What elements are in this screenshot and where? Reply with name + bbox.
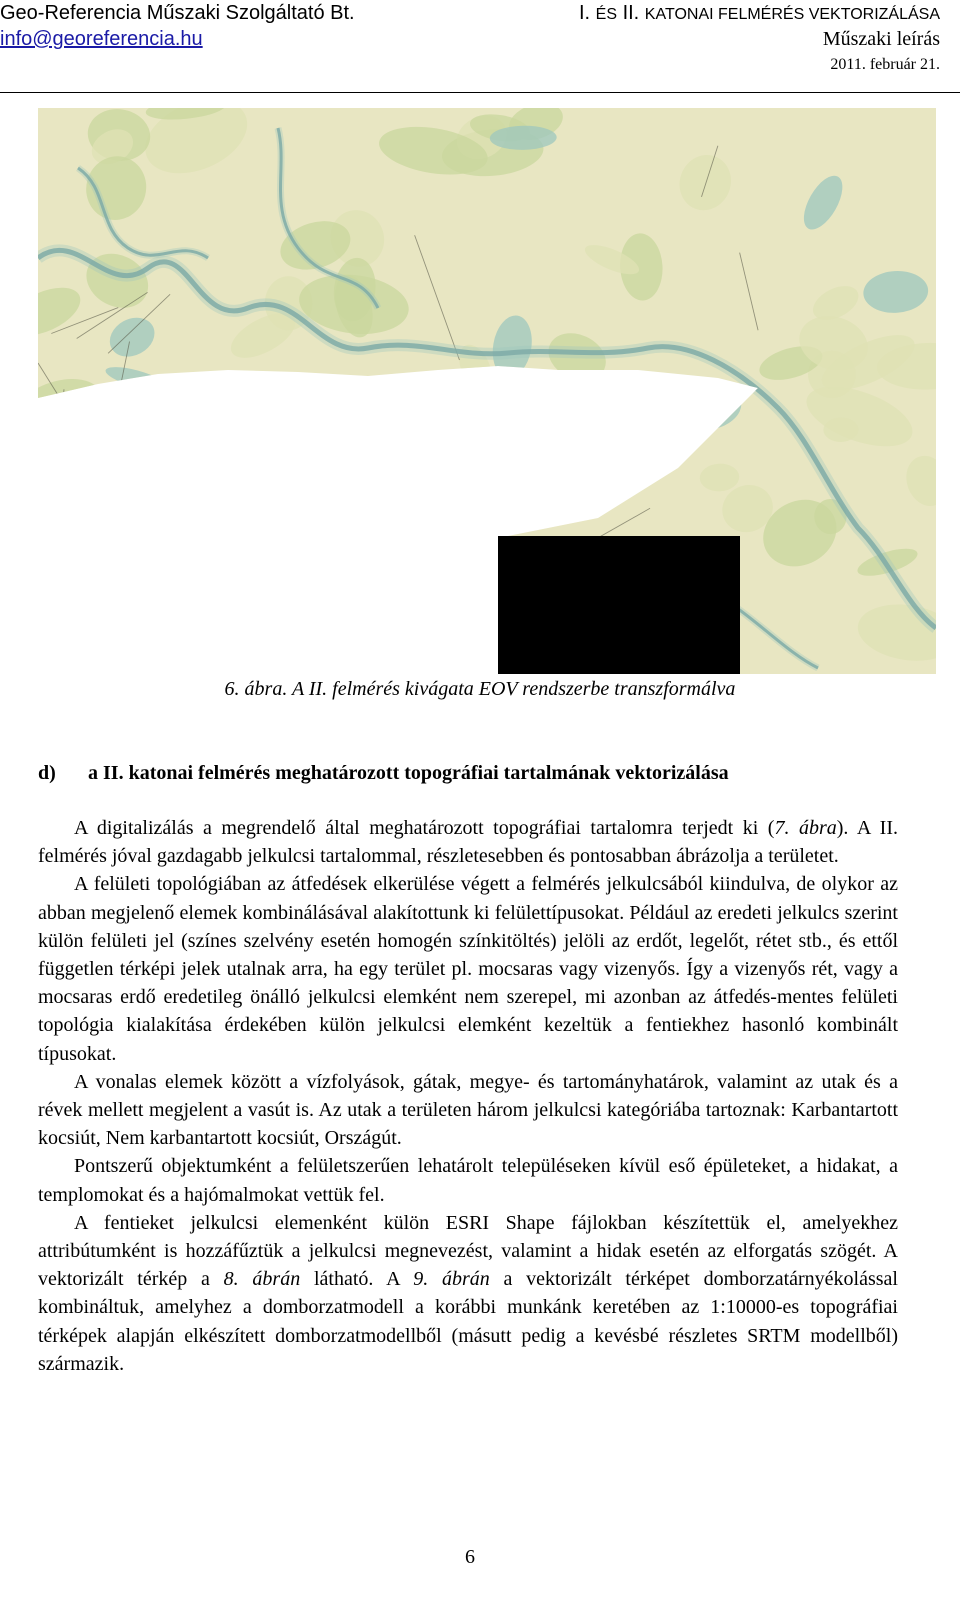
map-area — [190, 425, 300, 502]
section-title: a II. katonai felmérés meghatározott topográfiai tartalmának vektorizálása — [88, 762, 729, 784]
map-area — [221, 561, 267, 595]
map-road — [451, 400, 514, 521]
map-area — [341, 509, 437, 557]
map-area — [252, 540, 335, 560]
paragraph-text: A felületi topológiában az átfedések elkerülése végett a felmérés jelkulcsából kiindulva, de olykor az abban megjelenő elemek kombinálásával alakítottunk ki felülettípusokat. Például az eredeti jelkulcs szerint külön felületi jel (színes szelvény esetén homogén színkitöltés) jelöli az erdőt, legelőt, rétet stb., és ettől független térképi jelek utalnak arra, ha egy terület pl. mocsaras vagy vizenyős. Így a vizenyős rét, vagy a mocsaras erdő eredetileg önálló jelkulcsi elemként nem szerepel, mi azonban az átfedés-mentes felületi topológia kialakítása érdekében külön jelkulcsi elemként kezeltük a fentiekhez hasonló kombinált típusokat. — [38, 873, 898, 1065]
title-ii: II. — [622, 2, 640, 24]
map-area — [296, 430, 336, 483]
map-area — [217, 493, 277, 561]
figure-reference: 8. ábrán — [223, 1268, 301, 1291]
paragraph — [38, 814, 898, 870]
title-lead: I. — [578, 2, 591, 24]
paragraph-text: A vonalas elemek között a vízfolyások, gátak, megye- és tartományhatárok, valamint az utak és a révek mellett megjelent a vasút is. Az utak a területen három jelkulcsi kategóriába tartoznak: Karbantartott kocsiút, Nem karbantartott kocsiút, Országút. — [38, 1070, 898, 1150]
map-area — [127, 469, 226, 548]
map-area — [102, 510, 202, 531]
figure-caption: 6. ábra. A II. felmérés kivágata EOV rendszerbe transzformálva — [224, 678, 736, 700]
map-road — [389, 598, 452, 674]
figure-reference: 9. ábrán — [413, 1268, 490, 1291]
title-rest: KATONAI FELMÉRÉS VEKTORIZÁLÁSA — [644, 6, 940, 23]
map-road — [306, 645, 321, 671]
header-rule — [0, 92, 960, 93]
paragraph — [38, 1068, 898, 1153]
body-text — [38, 814, 898, 1378]
section-heading — [38, 762, 729, 785]
page-header — [0, 0, 960, 96]
paragraph — [38, 1152, 898, 1208]
map-area — [190, 386, 246, 426]
title-es: ÉS — [595, 6, 617, 23]
map-area — [98, 519, 203, 594]
map-area — [409, 488, 478, 563]
email-link[interactable]: info@georeferencia.hu — [0, 28, 203, 50]
paragraph-text: ). A II. felmérés jóval gazdagabb jelkulcsi tartalommal, részletesebben és pontosabban ábrázolja a területet. — [38, 817, 898, 868]
map-road — [353, 527, 359, 572]
map-road — [155, 520, 218, 602]
map-area — [529, 456, 599, 509]
paragraph — [38, 870, 898, 1067]
map-area — [514, 405, 562, 452]
document-type: Műszaki leírás — [822, 28, 940, 50]
document-date: 2011. február 21. — [830, 56, 940, 73]
paragraph-text: A digitalizálás a megrendelő által meghatározott topográfiai tartalomra terjedt ki ( — [74, 817, 775, 839]
map-area — [370, 559, 416, 596]
map-area — [113, 477, 204, 559]
map-area — [228, 465, 270, 511]
scanned-map — [38, 108, 936, 674]
paragraph-text: Pontszerű objektumként a felületszerűen lehatárolt településeken kívül eső épületeket, a hidakat, a templomokat és a hajómalmokat vettük fel. — [38, 1155, 898, 1206]
map-image — [38, 108, 936, 674]
paragraph-text: látható. A — [300, 1268, 414, 1291]
map-area — [414, 629, 460, 669]
map-road — [55, 389, 64, 488]
map-road — [484, 409, 488, 579]
map-area — [459, 410, 498, 441]
paragraph — [38, 1209, 898, 1378]
section-label: d) — [38, 762, 56, 784]
map-area — [345, 462, 439, 530]
nodata-mask — [498, 536, 740, 674]
document-title — [579, 2, 940, 25]
map-area — [217, 398, 277, 437]
company-name: Geo-Referencia Műszaki Szolgáltató Bt. — [0, 2, 355, 24]
map-figure — [38, 108, 936, 674]
paragraph-text: A fentieket jelkulcsi elemenként külön ESRI Shape fájlokban készítettük el, amelyekhez attribútumként is hozzáfűztük a jelkulcsi megnevezést, valamint a hidak esetén az elforgatás szögét. A vektorizált térkép a — [38, 1211, 898, 1291]
map-area — [53, 494, 132, 562]
paragraph-text: a vektorizált térképet domborzatárnyékolással kombináltuk, amelyhez a domborzatmodell a korábbi munkánk keretében az 1:10000-es topográfiai térképek alapján elkészített domborzatmodellből (másutt pedig a kevésbé részletes SRTM modellből) származik. — [38, 1268, 898, 1375]
figure-reference: 7. ábra — [774, 817, 837, 839]
page-number: 6 — [465, 1546, 475, 1568]
